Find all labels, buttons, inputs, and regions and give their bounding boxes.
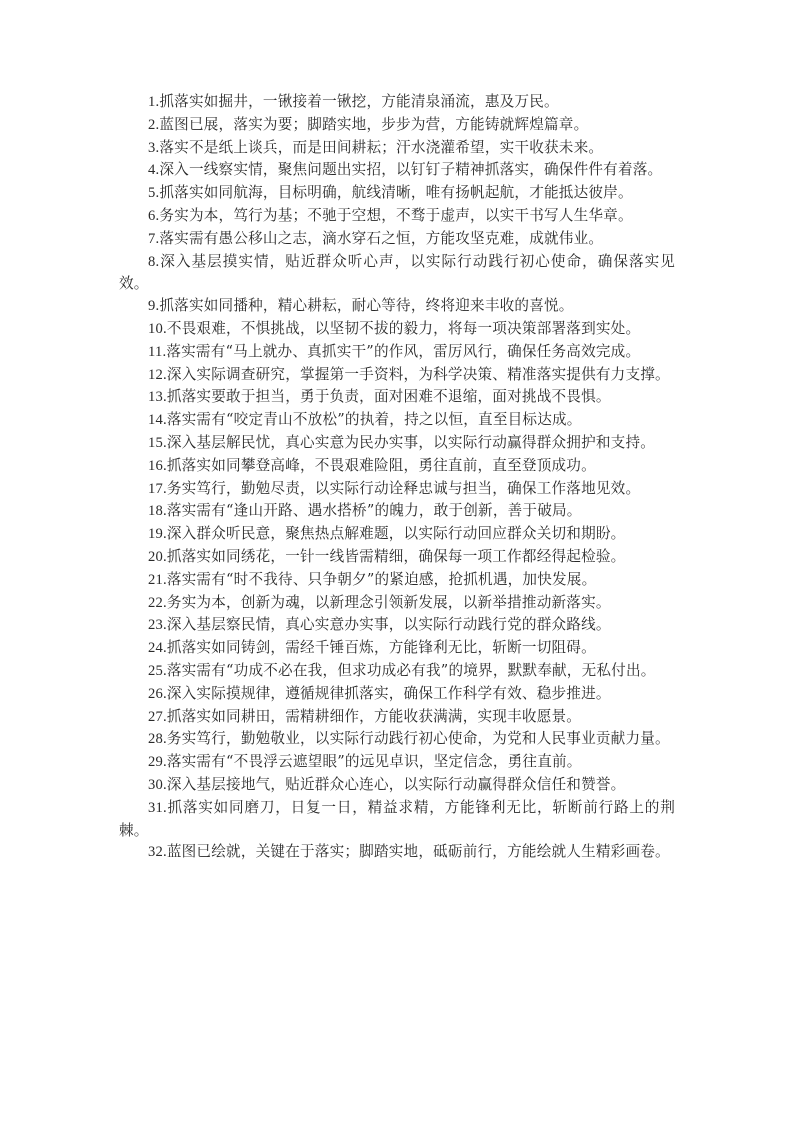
item-number: 28. — [148, 731, 167, 748]
item-text: 深入群众听民意，聚焦热点解难题，以实际行动回应群众关切和期盼。 — [166, 525, 626, 543]
item-number: 23. — [148, 617, 167, 634]
item-text: 落实需有“功成不必在我，但求功成必有我”的境界，默默奉献，无私付出。 — [166, 661, 656, 679]
item-text: 深入一线察实情，聚焦问题出实招，以钉钉子精神抓落实，确保件件有着落。 — [159, 161, 663, 179]
list-item — [119, 751, 675, 774]
list-item — [119, 637, 675, 660]
item-text: 抓落实如同航海，目标明确，航线清晰，唯有扬帆起航，才能抵达彼岸。 — [159, 184, 633, 202]
item-number: 19. — [148, 526, 167, 543]
item-text: 蓝图已展，落实为要；脚踏实地，步步为营，方能铸就辉煌篇章。 — [159, 115, 589, 133]
list-item — [119, 728, 675, 751]
item-text: 抓落实要敢于担当，勇于负责，面对困难不退缩，面对挑战不畏惧。 — [166, 388, 611, 406]
list-item — [119, 592, 675, 615]
item-text: 落实需有“不畏浮云遮望眼”的远见卓识，坚定信念，勇往直前。 — [166, 753, 582, 771]
item-number: 7. — [148, 230, 160, 247]
item-text: 落实需有愚公移山之志，滴水穿石之恒，方能攻坚克难，成就伟业。 — [159, 229, 604, 247]
item-text: 落实需有“时不我待、只争朝夕”的紧迫感，抢抓机遇，加快发展。 — [166, 570, 597, 588]
item-number: 17. — [148, 480, 167, 497]
item-number: 10. — [148, 320, 167, 337]
item-number: 9. — [148, 298, 160, 315]
list-item — [119, 706, 675, 729]
item-number: 1. — [148, 94, 160, 110]
item-number: 12. — [148, 366, 167, 383]
item-number: 11. — [148, 343, 167, 360]
list-item — [119, 318, 675, 341]
item-number: 2. — [148, 116, 160, 133]
item-text: 抓落实如同磨刀，日复一日，精益求精，方能锋利无比，斩断前行路上的荆棘。 — [119, 798, 675, 839]
item-text: 抓落实如掘井，一锹接着一锹挖，方能清泉涌流，惠及万民。 — [159, 93, 559, 110]
item-text: 深入基层察民情，真心实意办实事，以实际行动践行党的群众路线。 — [166, 616, 611, 634]
item-text: 深入基层解民忧，真心实意为民办实事，以实际行动赢得群众拥护和支持。 — [166, 433, 656, 451]
list-item — [119, 478, 675, 501]
item-text: 深入基层接地气，贴近群众心连心，以实际行动赢得群众信任和赞誉。 — [166, 775, 626, 793]
item-number: 29. — [148, 754, 167, 771]
list-item — [119, 500, 675, 523]
item-number: 21. — [148, 571, 167, 588]
item-text: 深入实际调查研究，掌握第一手资料，为科学决策、精准落实提供有力支撑。 — [166, 365, 670, 383]
item-number: 4. — [148, 162, 160, 179]
document-page — [119, 91, 675, 864]
list-item — [119, 797, 675, 842]
item-text: 抓落实如同绣花，一针一线皆需精细，确保每一项工作都经得起检验。 — [166, 547, 626, 565]
list-item — [119, 137, 675, 160]
list-item — [119, 614, 675, 637]
list-item — [119, 91, 675, 114]
item-number: 8. — [148, 253, 160, 270]
item-text: 蓝图已绘就，关键在于落实；脚踏实地，砥砺前行，方能绘就人生精彩画卷。 — [166, 843, 670, 861]
item-number: 18. — [148, 503, 167, 520]
item-number: 31. — [148, 799, 167, 816]
item-number: 3. — [148, 139, 160, 156]
item-text: 务实为本，创新为魂，以新理念引领新发展，以新举措推动新落实。 — [166, 593, 611, 611]
item-number: 20. — [148, 548, 167, 565]
item-text: 务实笃行，勤勉尽责，以实际行动诠释忠诚与担当，确保工作落地见效。 — [166, 479, 641, 497]
list-item — [119, 523, 675, 546]
item-text: 抓落实如同铸剑，需经千锤百炼，方能锋利无比，斩断一切阻碍。 — [166, 639, 596, 657]
item-text: 抓落实如同攀登高峰，不畏艰难险阻，勇往直前，直至登顶成功。 — [166, 456, 596, 474]
item-text: 落实需有“马上就办、真抓实干”的作风，雷厉风行，确保任务高效完成。 — [166, 342, 641, 360]
item-text: 抓落实如同耕田，需精耕细作，方能收获满满，实现丰收愿景。 — [166, 707, 582, 725]
list-item — [119, 205, 675, 228]
list-item — [119, 409, 675, 432]
item-number: 14. — [148, 412, 167, 429]
list-item — [119, 159, 675, 182]
item-number: 25. — [148, 662, 167, 679]
list-item — [119, 114, 675, 137]
list-item — [119, 546, 675, 569]
item-number: 16. — [148, 457, 167, 474]
item-number: 30. — [148, 776, 167, 793]
list-item — [119, 455, 675, 478]
item-text: 深入基层摸实情，贴近群众听心声，以实际行动践行初心使命，确保落实见效。 — [119, 252, 675, 293]
list-item — [119, 364, 675, 387]
list-item — [119, 228, 675, 251]
item-number: 26. — [148, 685, 167, 702]
list-item — [119, 841, 675, 864]
item-text: 抓落实如同播种，精心耕耘，耐心等待，终将迎来丰收的喜悦。 — [159, 297, 574, 315]
item-number: 15. — [148, 434, 167, 451]
item-text: 务实笃行，勤勉敬业，以实际行动践行初心使命，为党和人民事业贡献力量。 — [166, 730, 670, 748]
item-number: 22. — [148, 594, 167, 611]
list-item — [119, 569, 675, 592]
item-text: 不畏艰难，不惧挑战，以坚韧不拔的毅力，将每一项决策部署落到实处。 — [166, 319, 641, 337]
list-item — [119, 774, 675, 797]
item-number: 27. — [148, 708, 167, 725]
list-item — [119, 432, 675, 455]
item-number: 13. — [148, 389, 167, 406]
item-text: 落实不是纸上谈兵，而是田间耕耘；汗水浇灌希望，实干收获未来。 — [159, 138, 604, 156]
list-item — [119, 683, 675, 706]
item-text: 落实需有“咬定青山不放松”的执着，持之以恒，直至目标达成。 — [166, 411, 582, 429]
list-item — [119, 182, 675, 205]
item-number: 32. — [148, 844, 167, 861]
list-item — [119, 341, 675, 364]
list-item — [119, 660, 675, 683]
list-item — [119, 251, 675, 296]
item-number: 6. — [148, 207, 160, 224]
item-number: 5. — [148, 185, 160, 202]
list-item — [119, 386, 675, 409]
item-number: 24. — [148, 640, 167, 657]
item-text: 深入实际摸规律，遵循规律抓落实，确保工作科学有效、稳步推进。 — [166, 684, 611, 702]
item-text: 务实为本，笃行为基；不驰于空想，不骛于虚声，以实干书写人生华章。 — [159, 206, 633, 224]
list-item — [119, 295, 675, 318]
item-text: 落实需有“逢山开路、遇水搭桥”的魄力，敢于创新，善于破局。 — [166, 502, 582, 520]
